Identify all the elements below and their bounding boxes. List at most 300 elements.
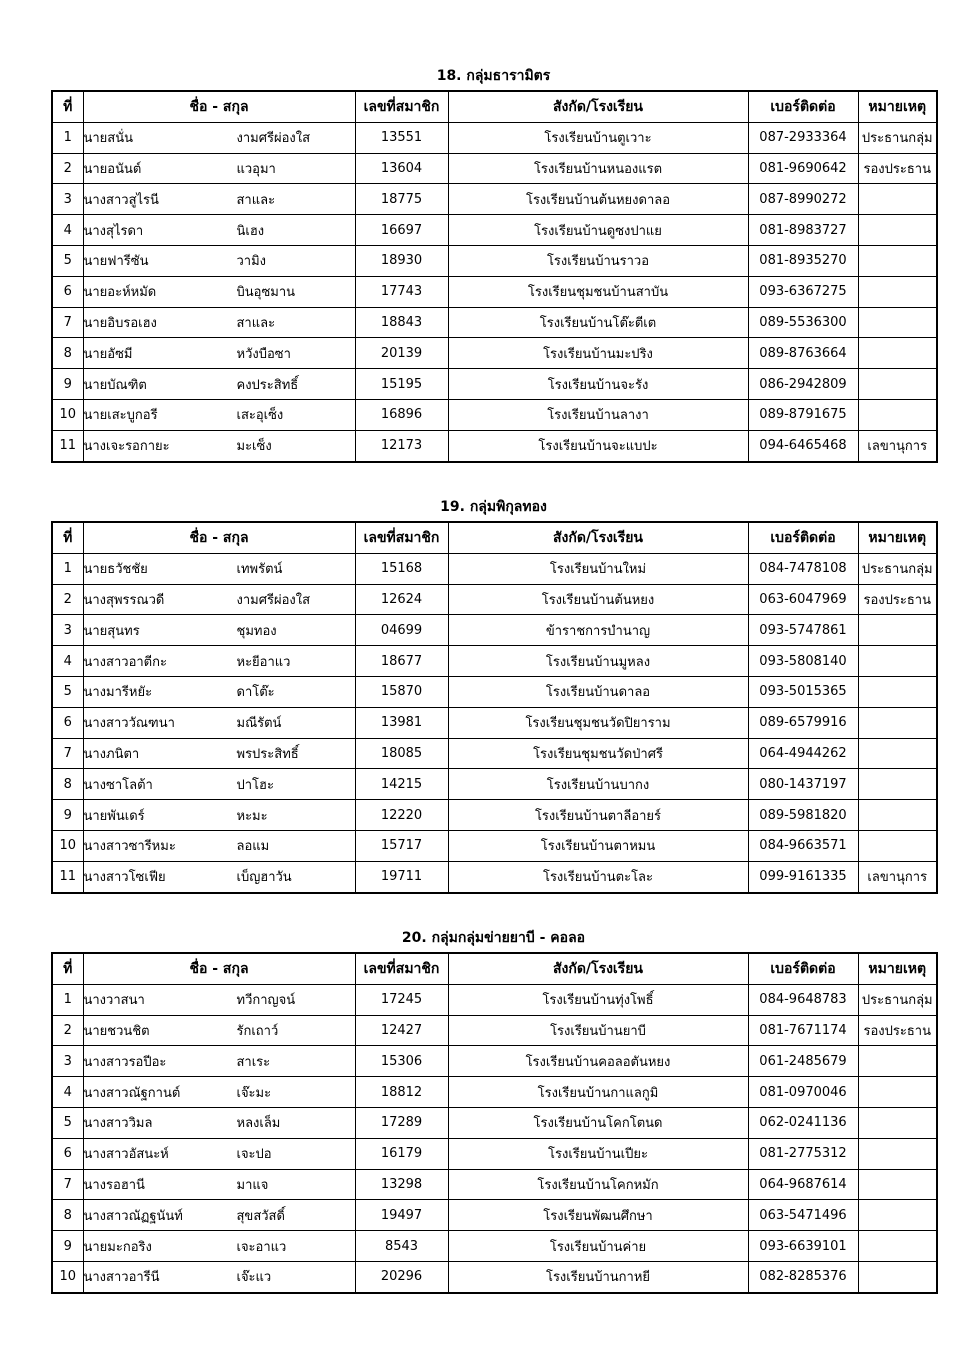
note — [858, 1046, 937, 1077]
table-row — [52, 215, 937, 246]
last-name: เสะอุเซ็ง — [236, 408, 284, 424]
member-id: 17245 — [355, 984, 448, 1015]
row-number: 1 — [52, 984, 83, 1015]
phone-number: 062-0241136 — [748, 1107, 858, 1138]
column-header-note: หมายเหตุ — [858, 953, 937, 984]
phone-number: 080-1437197 — [748, 769, 858, 800]
row-number: 1 — [52, 553, 83, 584]
note — [858, 1169, 937, 1200]
table-row — [52, 338, 937, 369]
last-name: แวอุมา — [236, 161, 276, 177]
member-id: 19711 — [355, 861, 448, 892]
header-row — [52, 953, 937, 984]
note — [858, 1107, 937, 1138]
phone-number: 081-2775312 — [748, 1138, 858, 1169]
member-id: 17743 — [355, 276, 448, 307]
phone-number: 081-7671174 — [748, 1015, 858, 1046]
last-name: เทพรัตน์ — [236, 562, 283, 578]
note — [858, 1200, 937, 1231]
school-name: โรงเรียนบ้านเปียะ — [448, 1138, 748, 1169]
row-number: 5 — [52, 1107, 83, 1138]
first-name: นายมะกอริง — [83, 1239, 152, 1255]
note — [858, 1231, 937, 1262]
member-id: 16896 — [355, 399, 448, 430]
school-name: โรงเรียนบ้านตูเวาะ — [448, 122, 748, 153]
header-row — [52, 522, 937, 553]
member-name — [83, 676, 355, 707]
last-name: หลงเล็ม — [236, 1116, 281, 1132]
school-name: โรงเรียนบ้านโคกหมัก — [448, 1169, 748, 1200]
last-name: บินอุซมาน — [236, 285, 296, 301]
member-name — [83, 399, 355, 430]
member-id: 13298 — [355, 1169, 448, 1200]
row-number: 9 — [52, 800, 83, 831]
column-header-note: หมายเหตุ — [858, 522, 937, 553]
first-name: นางสุพรรณวดี — [83, 592, 165, 608]
member-id: 04699 — [355, 615, 448, 646]
table-row — [52, 800, 937, 831]
table-row — [52, 1015, 937, 1046]
first-name: นางสาวอาตีกะ — [83, 654, 167, 670]
first-name: นางสาวรอปีอะ — [83, 1054, 167, 1070]
member-name — [83, 861, 355, 892]
phone-number: 094-6465468 — [748, 430, 858, 461]
member-id: 8543 — [355, 1231, 448, 1262]
first-name: นางสาวณัฐกานต์ — [83, 1085, 181, 1101]
school-name: โรงเรียนบ้านกาหยี — [448, 1261, 748, 1292]
last-name: คงประสิทธิ์ — [236, 377, 299, 393]
row-number: 6 — [52, 276, 83, 307]
phone-number: 084-9663571 — [748, 830, 858, 861]
phone-number: 084-9648783 — [748, 984, 858, 1015]
note: รองประธาน — [858, 1015, 937, 1046]
first-name: นายอัซมี — [83, 346, 133, 362]
table-row — [52, 553, 937, 584]
note — [858, 1261, 937, 1292]
row-number: 3 — [52, 615, 83, 646]
column-header-no: ที่ — [52, 91, 83, 122]
row-number: 5 — [52, 245, 83, 276]
last-name: ปาโฮะ — [236, 777, 274, 793]
note: เลขานุการ — [858, 430, 937, 461]
note — [858, 738, 937, 769]
row-number: 4 — [52, 1077, 83, 1108]
column-header-school: สังกัด/โรงเรียน — [448, 91, 748, 122]
member-name — [83, 615, 355, 646]
note — [858, 276, 937, 307]
row-number: 7 — [52, 1169, 83, 1200]
last-name: มะเซ็ง — [236, 439, 272, 455]
note — [858, 769, 937, 800]
row-number: 3 — [52, 1046, 83, 1077]
phone-number: 089-5981820 — [748, 800, 858, 831]
note: ประธานกลุ่ม — [858, 984, 937, 1015]
header-row — [52, 91, 937, 122]
last-name: สาและ — [236, 315, 276, 331]
school-name: โรงเรียนชุมชนวัดปิยาราม — [448, 707, 748, 738]
column-header-phone: เบอร์ติดต่อ — [748, 953, 858, 984]
member-id: 15168 — [355, 553, 448, 584]
note — [858, 615, 937, 646]
school-name: โรงเรียนบ้านคอลอตันหยง — [448, 1046, 748, 1077]
school-name: โรงเรียนบ้านราวอ — [448, 245, 748, 276]
first-name: นายเสะบูกอรี — [83, 408, 158, 424]
last-name: เบ็ญฮาวัน — [236, 870, 292, 886]
note — [858, 184, 937, 215]
member-id: 18085 — [355, 738, 448, 769]
school-name: โรงเรียนบ้านจะแบปะ — [448, 430, 748, 461]
row-number: 4 — [52, 646, 83, 677]
member-name — [83, 1138, 355, 1169]
row-number: 7 — [52, 738, 83, 769]
phone-number: 089-8791675 — [748, 399, 858, 430]
first-name: นายอิบรอเฮง — [83, 315, 157, 331]
table-row — [52, 738, 937, 769]
school-name: โรงเรียนบ้านจะรัง — [448, 369, 748, 400]
last-name: เจ๊ะมะ — [236, 1085, 272, 1101]
note — [858, 369, 937, 400]
last-name: พรประสิทธิ์ — [236, 746, 299, 762]
phone-number: 063-5471496 — [748, 1200, 858, 1231]
table-row — [52, 584, 937, 615]
phone-number: 086-2942809 — [748, 369, 858, 400]
member-name — [83, 646, 355, 677]
table-row — [52, 184, 937, 215]
member-name — [83, 1231, 355, 1262]
school-name: โรงเรียนบ้านตาลีอายร์ — [448, 800, 748, 831]
first-name: นายชวนชิต — [83, 1023, 150, 1039]
column-header-school: สังกัด/โรงเรียน — [448, 953, 748, 984]
first-name: นายสุนทร — [83, 623, 140, 639]
first-name: นางสาววิมล — [83, 1116, 153, 1132]
last-name: ชุมทอง — [236, 623, 277, 639]
row-number: 10 — [52, 830, 83, 861]
note — [858, 1138, 937, 1169]
school-name: ข้าราชการบำนาญ — [448, 615, 748, 646]
school-name: โรงเรียนบ้านหนองแรต — [448, 153, 748, 184]
note: ประธานกลุ่ม — [858, 553, 937, 584]
first-name: นายบัณฑิต — [83, 377, 147, 393]
member-name — [83, 245, 355, 276]
school-name: โรงเรียนบ้านใหม่ — [448, 553, 748, 584]
member-id: 16179 — [355, 1138, 448, 1169]
last-name: ทวีกาญจน์ — [236, 993, 296, 1009]
school-name: โรงเรียนบ้านต้นหยง — [448, 584, 748, 615]
school-name: โรงเรียนบ้านตะโละ — [448, 861, 748, 892]
member-id: 18812 — [355, 1077, 448, 1108]
member-id: 13981 — [355, 707, 448, 738]
last-name: งามศรีผ่องใส — [236, 592, 311, 608]
last-name: สาและ — [236, 192, 276, 208]
table-row — [52, 1138, 937, 1169]
phone-number: 093-5808140 — [748, 646, 858, 677]
member-name — [83, 369, 355, 400]
note — [858, 307, 937, 338]
note — [858, 1077, 937, 1108]
table-row — [52, 646, 937, 677]
table-row — [52, 615, 937, 646]
member-id: 13551 — [355, 122, 448, 153]
column-header-member-id: เลขที่สมาชิก — [355, 953, 448, 984]
phone-number: 089-8763664 — [748, 338, 858, 369]
column-header-member-id: เลขที่สมาชิก — [355, 91, 448, 122]
member-id: 18775 — [355, 184, 448, 215]
row-number: 10 — [52, 399, 83, 430]
row-number: 2 — [52, 153, 83, 184]
last-name: เจ๊ะแว — [236, 1270, 272, 1286]
row-number: 5 — [52, 676, 83, 707]
column-header-no: ที่ — [52, 953, 83, 984]
last-name: สาเระ — [236, 1054, 271, 1070]
member-name — [83, 738, 355, 769]
member-name — [83, 1261, 355, 1292]
table-row — [52, 984, 937, 1015]
member-id: 20296 — [355, 1261, 448, 1292]
school-name: โรงเรียนบ้านโคกโตนด — [448, 1107, 748, 1138]
table-row — [52, 1169, 937, 1200]
school-name: โรงเรียนบ้านตาหมน — [448, 830, 748, 861]
member-id: 14215 — [355, 769, 448, 800]
group-title: 20. กลุ่มกลุ่มข่ายยาบี - คอลอ — [401, 930, 586, 946]
first-name: นางสาวอัสนะห์ — [83, 1147, 169, 1163]
school-name: โรงเรียนบ้านทุ่งโพธิ์ — [448, 984, 748, 1015]
table-row — [52, 1200, 937, 1231]
member-name — [83, 1169, 355, 1200]
last-name: หะยีอาแว — [236, 654, 291, 670]
member-name — [83, 153, 355, 184]
member-id: 17289 — [355, 1107, 448, 1138]
first-name: นางรอฮานี — [83, 1177, 145, 1193]
first-name: นางภนิตา — [83, 746, 140, 762]
member-name — [83, 1046, 355, 1077]
phone-number: 064-4944262 — [748, 738, 858, 769]
phone-number: 093-5747861 — [748, 615, 858, 646]
member-id: 15870 — [355, 676, 448, 707]
school-name: โรงเรียนบ้านกาแลกูมิ — [448, 1077, 748, 1108]
phone-number: 063-6047969 — [748, 584, 858, 615]
member-name — [83, 307, 355, 338]
column-header-note: หมายเหตุ — [858, 91, 937, 122]
first-name: นายพันเดร์ — [83, 808, 145, 824]
column-header-name: ชื่อ - สกุล — [83, 522, 355, 553]
school-name: โรงเรียนบ้านยาบี — [448, 1015, 748, 1046]
row-number: 4 — [52, 215, 83, 246]
member-id: 16697 — [355, 215, 448, 246]
member-id: 15195 — [355, 369, 448, 400]
first-name: นางสาวโซเฟีย — [83, 870, 166, 886]
member-name — [83, 830, 355, 861]
phone-number: 089-5536300 — [748, 307, 858, 338]
first-name: นายธวัชชัย — [83, 562, 148, 578]
first-name: นายฟารีซัน — [83, 254, 149, 270]
note: ประธานกลุ่ม — [858, 122, 937, 153]
school-name: โรงเรียนบ้านดูซงปาแย — [448, 215, 748, 246]
school-name: โรงเรียนชุมชนบ้านสาบัน — [448, 276, 748, 307]
last-name: หะมะ — [236, 808, 268, 824]
row-number: 6 — [52, 1138, 83, 1169]
phone-number: 087-8990272 — [748, 184, 858, 215]
note: รองประธาน — [858, 153, 937, 184]
column-header-member-id: เลขที่สมาชิก — [355, 522, 448, 553]
member-id: 18677 — [355, 646, 448, 677]
phone-number: 064-9687614 — [748, 1169, 858, 1200]
member-id: 13604 — [355, 153, 448, 184]
first-name: นายอะห์หมัด — [83, 285, 157, 301]
member-name — [83, 215, 355, 246]
phone-number: 081-0970046 — [748, 1077, 858, 1108]
table-row — [52, 307, 937, 338]
row-number: 2 — [52, 1015, 83, 1046]
table-row — [52, 769, 937, 800]
note: เลขานุการ — [858, 861, 937, 892]
member-name — [83, 1107, 355, 1138]
first-name: นางมารีหยัะ — [83, 685, 153, 701]
column-header-name: ชื่อ - สกุล — [83, 91, 355, 122]
row-number: 1 — [52, 122, 83, 153]
row-number: 11 — [52, 861, 83, 892]
phone-number: 081-8935270 — [748, 245, 858, 276]
note — [858, 215, 937, 246]
member-name — [83, 707, 355, 738]
phone-number: 084-7478108 — [748, 553, 858, 584]
first-name: นางสุไรดา — [83, 223, 144, 239]
school-name: โรงเรียนบ้านดาลอ — [448, 676, 748, 707]
table-row — [52, 830, 937, 861]
school-name: โรงเรียนบ้านมะปริง — [448, 338, 748, 369]
group-section — [51, 495, 936, 894]
table-row — [52, 1261, 937, 1292]
first-name: นางสาวณัฏฐนันท์ — [83, 1208, 183, 1224]
school-name: โรงเรียนบ้านบากง — [448, 769, 748, 800]
phone-number: 082-8285376 — [748, 1261, 858, 1292]
table-row — [52, 676, 937, 707]
note: รองประธาน — [858, 584, 937, 615]
first-name: นางสาวสูไรนี — [83, 192, 159, 208]
group-title: 18. กลุ่มธารามิตร — [436, 68, 551, 84]
row-number: 7 — [52, 307, 83, 338]
last-name: มณีรัตน์ — [236, 716, 282, 732]
member-name — [83, 338, 355, 369]
table-row — [52, 1046, 937, 1077]
last-name: สุขสวัสดิ์ — [236, 1208, 285, 1224]
member-name — [83, 184, 355, 215]
row-number: 11 — [52, 430, 83, 461]
column-header-school: สังกัด/โรงเรียน — [448, 522, 748, 553]
last-name: รักเถาว์ — [236, 1023, 279, 1039]
first-name: นางเจะรอกายะ — [83, 439, 170, 455]
row-number: 6 — [52, 707, 83, 738]
note — [858, 399, 937, 430]
phone-number: 081-8983727 — [748, 215, 858, 246]
note — [858, 830, 937, 861]
table-row — [52, 369, 937, 400]
row-number: 2 — [52, 584, 83, 615]
phone-number: 093-5015365 — [748, 676, 858, 707]
member-name — [83, 553, 355, 584]
last-name: งามศรีผ่องใส — [236, 131, 311, 147]
note — [858, 800, 937, 831]
table-row — [52, 122, 937, 153]
school-name: โรงเรียนบ้านมูหลง — [448, 646, 748, 677]
table-row — [52, 399, 937, 430]
first-name: นางวาสนา — [83, 993, 145, 1009]
member-table — [51, 90, 938, 463]
member-id: 12220 — [355, 800, 448, 831]
first-name: นางซาโลต้า — [83, 777, 153, 793]
member-name — [83, 984, 355, 1015]
phone-number: 081-9690642 — [748, 153, 858, 184]
member-name — [83, 584, 355, 615]
phone-number: 061-2485679 — [748, 1046, 858, 1077]
table-row — [52, 276, 937, 307]
note — [858, 245, 937, 276]
table-row — [52, 430, 937, 461]
first-name: นายสนั่น — [83, 131, 134, 147]
table-row — [52, 1077, 937, 1108]
column-header-phone: เบอร์ติดต่อ — [748, 522, 858, 553]
school-name: โรงเรียนชุมชนวัดป่าศรี — [448, 738, 748, 769]
column-header-name: ชื่อ - สกุล — [83, 953, 355, 984]
school-name: โรงเรียนบ้านลางา — [448, 399, 748, 430]
school-name: โรงเรียนบ้านค่าย — [448, 1231, 748, 1262]
member-id: 12427 — [355, 1015, 448, 1046]
member-id: 18930 — [355, 245, 448, 276]
phone-number: 099-9161335 — [748, 861, 858, 892]
member-id: 18843 — [355, 307, 448, 338]
table-row — [52, 153, 937, 184]
member-name — [83, 430, 355, 461]
note — [858, 646, 937, 677]
row-number: 9 — [52, 369, 83, 400]
last-name: วามิง — [236, 254, 267, 270]
phone-number: 093-6367275 — [748, 276, 858, 307]
first-name: นางสาวซารีหมะ — [83, 839, 176, 855]
row-number: 10 — [52, 1261, 83, 1292]
member-name — [83, 800, 355, 831]
table-row — [52, 1231, 937, 1262]
phone-number: 093-6639101 — [748, 1231, 858, 1262]
member-id: 12173 — [355, 430, 448, 461]
table-row — [52, 245, 937, 276]
note — [858, 338, 937, 369]
member-name — [83, 1200, 355, 1231]
school-name: โรงเรียนพัฒนศึกษา — [448, 1200, 748, 1231]
note — [858, 676, 937, 707]
phone-number: 087-2933364 — [748, 122, 858, 153]
member-name — [83, 769, 355, 800]
member-name — [83, 1077, 355, 1108]
row-number: 8 — [52, 338, 83, 369]
school-name: โรงเรียนบ้านต้นหยงดาลอ — [448, 184, 748, 215]
table-row — [52, 861, 937, 892]
last-name: ดาโต๊ะ — [236, 685, 275, 701]
member-id: 19497 — [355, 1200, 448, 1231]
table-row — [52, 1107, 937, 1138]
school-name: โรงเรียนบ้านโต๊ะตีเต — [448, 307, 748, 338]
member-table — [51, 521, 938, 894]
column-header-no: ที่ — [52, 522, 83, 553]
phone-number: 089-6579916 — [748, 707, 858, 738]
member-name — [83, 276, 355, 307]
member-id: 20139 — [355, 338, 448, 369]
member-name — [83, 1015, 355, 1046]
column-header-phone: เบอร์ติดต่อ — [748, 91, 858, 122]
row-number: 8 — [52, 1200, 83, 1231]
member-name — [83, 122, 355, 153]
member-id: 15306 — [355, 1046, 448, 1077]
last-name: เจะอาแว — [236, 1239, 287, 1255]
first-name: นางสาววัณฑนา — [83, 716, 175, 732]
